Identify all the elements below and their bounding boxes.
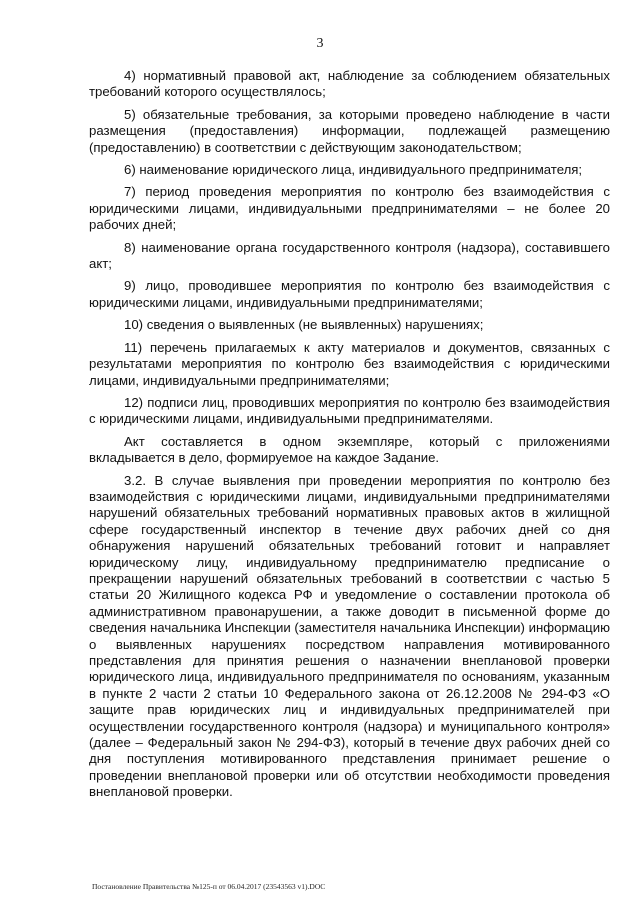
paragraph-item-12: 12) подписи лиц, проводивших мероприятия по контролю без взаимодействия с юридическими лицами, индивидуальными предпринимателями. (89, 394, 610, 427)
document-body (89, 68, 610, 807)
paragraph-item-7: 7) период проведения мероприятия по контролю без взаимодействия с юридическими лицами, индивидуальными предпринимателями – не более 20 рабочих дней; (89, 184, 610, 233)
paragraph-act-copies: Акт составляется в одном экземпляре, который с приложениями вкладывается в дело, формируемое на каждое Задание. (89, 433, 610, 466)
paragraph-item-4: 4) нормативный правовой акт, наблюдение за соблюдением обязательных требований которого осуществлялось; (89, 68, 610, 100)
paragraph-item-11: 11) перечень прилагаемых к акту материалов и документов, связанных с результатами мероприятия по контролю без взаимодействия с юридическими лицами, индивидуальными предпринимателями; (89, 339, 610, 388)
page-number: 3 (316, 36, 324, 51)
paragraph-item-6: 6) наименование юридического лица, индивидуального предпринимателя; (124, 162, 583, 178)
paragraph-item-5: 5) обязательные требования, за которыми проведено наблюдение в части размещения (предоставления) информации, подлежащей размещению (предоставлению) в соответствии с действующим законодательством; (89, 106, 610, 155)
paragraph-item-8: 8) наименование органа государственного контроля (надзора), составившего акт; (89, 239, 610, 272)
paragraph-section-3-2: 3.2. В случае выявления при проведении мероприятия по контролю без взаимодействия с юридическими лицами, индивидуальными предпринимателями нарушений обязательных требований нормативных правовых актов в жилищной сфере государственный инспектор в течение двух рабочих дней со дня обнаружения нарушений обязательных требований готовит и направляет юридическому лицу, индивидуальному предпринимателю предписание о прекращении нарушений обязательных требований в соответствии с частью 5 статьи 20 Жилищного кодекса РФ и уведомление о составлении протокола об административном правонарушении, а также доводит в письменной форме до сведения начальника Инспекции (заместителя начальника Инспекции) информацию о выявленных нарушениях посредством направления мотивированного представления для принятия решения о назначении внеплановой проверки юридического лица, индивидуального предпринимателя по основаниям, указанным в пункте 2 части 2 статьи 10 Федерального закона от 26.12.2008 № 294-ФЗ «О защите прав юридических лиц и индивидуальных предпринимателей при осуществлении государственного контроля (надзора) и муниципального контроля» (далее – Федеральный закон № 294-ФЗ), который в течение двух рабочих дней со дня поступления мотивированного представления принимает решение о проведении внеплановой проверки или об отсутствии необходимости проведения внеплановой проверки. (89, 472, 610, 800)
footer-document-reference: Постановление Правительства №125-п от 06.04.2017 (23543563 v1).DOC (92, 882, 326, 891)
paragraph-item-10: 10) сведения о выявленных (не выявленных) нарушениях; (124, 317, 484, 333)
paragraph-item-9: 9) лицо, проводившее мероприятия по контролю без взаимодействия с юридическими лицами, индивидуальными предпринимателями; (89, 278, 610, 310)
